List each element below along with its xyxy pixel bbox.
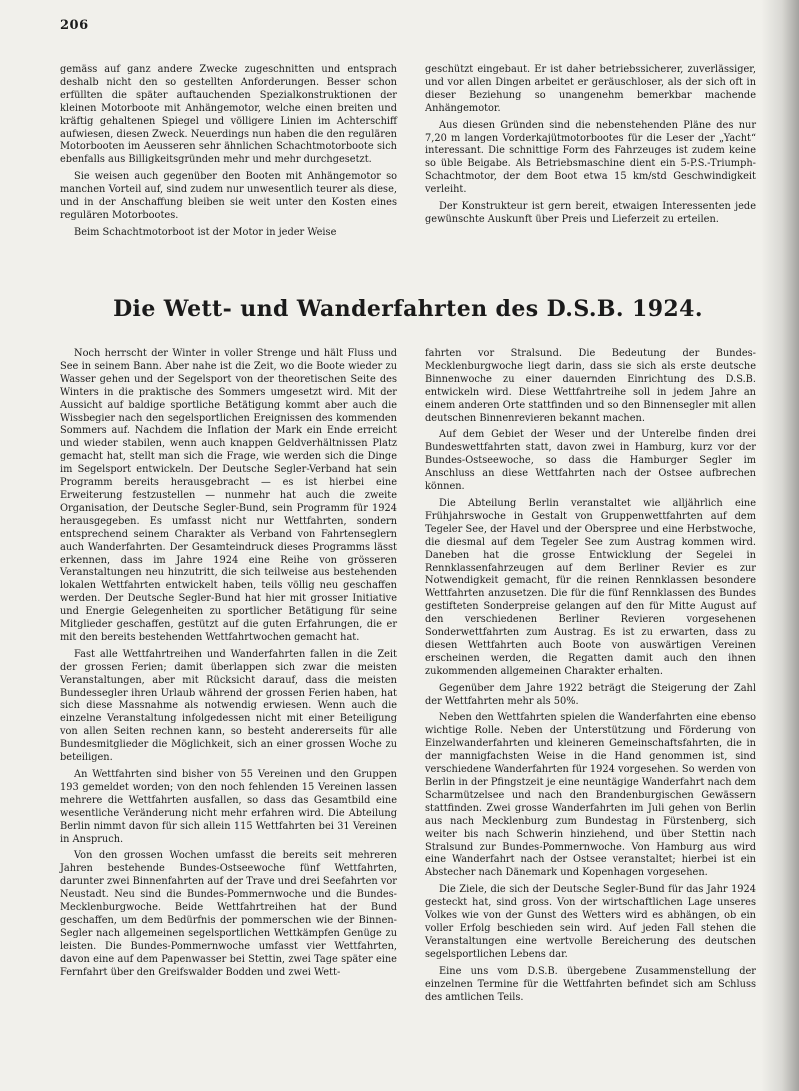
article-left-column (60, 348, 397, 980)
paragraph: fahrten vor Stralsund. Die Bedeutung der Bundes-Mecklenburgwoche liegt darin, dass sie sich als erste deutsche Binnenwoche zu einer dauernden Einrichtung des D.S.B. entwickeln wird. Diese Wettfahrtreihe soll in jedem Jahre an einem anderen Orte stattfinden und so den Binnensegler mit allen deutschen Binnenrevieren bekannt machen. (425, 348, 756, 424)
paragraph: Gegenüber dem Jahre 1922 beträgt die Steigerung der Zahl der Wettfahrten mehr als 50%. (425, 682, 756, 707)
paragraph: Der Konstrukteur ist gern bereit, etwaigen Interessenten jede gewünschte Auskunft über Preis und Lieferzeit zu erteilen. (425, 201, 756, 225)
paragraph: Von den grossen Wochen umfasst die bereits seit mehreren Jahren bestehende Bundes-Ostseewoche fünf Wettfahrten, darunter zwei Binnenfahrten auf der Trave und drei Seefahrten vor Neustadt. Neu sind die Bundes-Pommernwoche und die Bundes-Mecklenburgwoche. Beide Wettfahrtreihen hat der Bund geschaffen, um dem Bedürfnis der pommerschen wie der Binnen-Segler nach allgemeinen segelsportlichen Wettkämpfen Genüge zu leisten. Die Bundes-Pommernwoche umfasst vier Wettfahrten, davon eine auf dem Papenwasser bei Stettin, zwei Tage später eine Fernfahrt über den Greifswalder Bodden und zwei Wett- (60, 850, 397, 978)
article-continuation-right-column (425, 64, 756, 227)
page-edge-shadow (761, 0, 799, 1091)
article-headline: Die Wett- und Wanderfahrten des D.S.B. 1924. (113, 296, 703, 322)
paragraph: Auf dem Gebiet der Weser und der Unterelbe finden drei Bundeswettfahrten statt, davon zwei in Hamburg, kurz vor der Bundes-Ostseewoche, so dass die Hamburger Segler im Anschluss an diese Wettfahrten nach der Ostsee aufbrechen können. (425, 429, 756, 493)
paragraph: Neben den Wettfahrten spielen die Wanderfahrten eine ebenso wichtige Rolle. Neben der Unterstützung und Förderung von Einzelwanderfahrten und kleineren Gemeinschaftsfahrten, die in der mannigfachsten Weise in die Hand genommen ist, sind verschiedene Wanderfahrten für 1924 vorgesehen. So werden von Berlin in der Pfingstzeit je eine neuntägige Wanderfahrt nach dem Scharmützelsee und nach den Brandenburgischen Gewässern stattfinden. Zwei grosse Wanderfahrten im Juli gehen von Berlin aus nach Mecklenburg zum Bundestag in Fürstenberg, sich weiter bis nach Schwerin hinziehend, und über Stettin nach Stralsund zur Bundes-Pommernwoche. Von Hamburg aus wird eine Wanderfahrt nach der Ostsee veranstaltet; hierbei ist ein Abstecher nach Dänemark und Kopenhagen vorgesehen. (425, 712, 756, 879)
paragraph: Die Abteilung Berlin veranstaltet wie alljährlich eine Frühjahrswoche in Gestalt von Gruppenwettfahrten auf dem Tegeler See, der Havel und der Oberspree und eine Herbstwoche, die diesmal auf dem Tegeler See zum Austrag kommen wird. Daneben hat die grosse Entwicklung der Segelei in Rennklassenfahrzeugen auf dem Berliner Revier es zur Notwendigkeit gemacht, für die reinen Rennklassen besondere Wettfahrten anzusetzen. Die für die fünf Rennklassen des Bundes gestifteten Sonderpreise gelangen auf den für Mitte August auf den verschiedenen Berliner Revieren vorgesehenen Sonderwettfahrten zum Austrag. Es ist zu erwarten, dass zu diesen Wettfahrten auch Boote von auswärtigen Vereinen erscheinen werden, die Regatten damit auch den ihnen zukommenden allgemeinen Charakter erhalten. (425, 497, 756, 677)
paragraph: Aus diesen Gründen sind die nebenstehenden Pläne des nur 7,20 m langen Vorderkajütmotorbootes für die Leser der „Yacht“ interessant. Die schnittige Form des Fahrzeuges ist zudem keine so üble Beigabe. Als Betriebsmaschine dient ein 5-P.S.-Triumph-Schachtmotor, der dem Boot etwa 15 km/std Geschwindigkeit verleiht. (425, 119, 756, 196)
paragraph: Die Ziele, die sich der Deutsche Segler-Bund für das Jahr 1924 gesteckt hat, sind gross. Von der wirtschaftlichen Lage unseres Volkes wie von der Gunst des Wetters wird es abhängen, ob ein voller Erfolg beschieden sein wird. Auf jeden Fall stehen die Veranstaltungen eine wertvolle Bereicherung des deutschen segelsportlichen Lebens dar. (425, 884, 756, 960)
paragraph: gemäss auf ganz andere Zwecke zugeschnitten und entsprach deshalb nicht den so gestellten Anforderungen. Besser schon erfüllten die später auftauchenden Spezialkonstruktionen der kleinen Motorboote mit Anhängemotor, welche einen breiten und kräftig gehaltenen Spiegel und völligere Linien im Achterschiff aufwiesen, diesen Zweck. Neuerdings nun haben die den regulären Motorbooten im Aeusseren sehr ähnlichen Schachtmotorboote sich ebenfalls aus Billigkeitsgründen mehr und mehr durchgesetzt. (60, 64, 397, 166)
paragraph: An Wettfahrten sind bisher von 55 Vereinen und den Gruppen 193 gemeldet worden; von den noch fehlenden 15 Vereinen lassen mehrere die Wettfahrten ausfallen, so dass das Gesamtbild eine wesentliche Veränderung nicht mehr erfahren wird. Die Abteilung Berlin nimmt davon für sich allein 115 Wettfahrten bei 31 Vereinen in Anspruch. (60, 769, 397, 845)
paragraph: Beim Schachtmotorboot ist der Motor in jeder Weise (74, 226, 337, 238)
paragraph: geschützt eingebaut. Er ist daher betriebssicherer, zuverlässiger, und vor allen Dingen arbeitet er geräuschloser, als der sich oft in dieser Beziehung so unangenehm bemerkbar machende Anhängemotor. (425, 64, 756, 114)
article-continuation-left-column (60, 64, 397, 240)
paragraph: Eine uns vom D.S.B. übergebene Zusammenstellung der einzelnen Termine für die Wettfahrten befindet sich am Schluss des amtlichen Teils. (425, 965, 756, 1003)
page-number: 206 (60, 18, 89, 33)
paragraph: Noch herrscht der Winter in voller Strenge und hält Fluss und See in seinem Bann. Aber nahe ist die Zeit, wo die Boote wieder zu Wasser gehen und der Segelsport von der theoretischen Seite des Winters in die praktische des Sommers umgesetzt wird. Mit der Aussicht auf baldige sportliche Betätigung kommt aber auch die Wissbegier nach den segelsportlichen Ereignissen des kommenden Sommers auf. Nachdem die Inflation der Mark ein Ende erreicht und wieder stabilen, wenn auch knappen Geldverhältnissen Platz gemacht hat, stellt man sich die Frage, wie werden sich die Dinge im Segelsport entwickeln. Der Deutsche Segler-Verband hat sein Programm bereits herausgebracht — es ist hierbei eine Erweiterung festzustellen — nunmehr hat auch die zweite Organisation, der Deutsche Segler-Bund, sein Programm für 1924 herausgegeben. Es umfasst nicht nur Wettfahrten, sondern entsprechend seinem Charakter als Verband von Fahrtenseglern auch Wanderfahrten. Der Gesamteindruck dieses Programms lässt erkennen, dass im Jahre 1924 eine Reihe von grösseren Veranstaltungen neu hinzutritt, die sich teilweise aus bestehenden lokalen Wettfahrten entwickelt haben, teils völlig neu geschaffen werden. Der Deutsche Segler-Bund hat hier mit grosser Initiative und Energie Gelegenheiten zu sportlicher Betätigung für seine Mitglieder geschaffen, gestützt auf die guten Erfahrungen, die er mit den bereits bestehenden Wettfahrtwochen gemacht hat. (60, 348, 397, 643)
article-right-column (425, 348, 756, 1004)
paragraph: Sie weisen auch gegenüber den Booten mit Anhängemotor so manchen Vorteil auf, sind zudem nur unwesentlich teurer als diese, und in der Anschaffung bleiben sie weit unter den Kosten eines regulären Motorbootes. (60, 171, 397, 221)
paragraph: Fast alle Wettfahrtreihen und Wanderfahrten fallen in die Zeit der grossen Ferien; damit überlappen sich zwar die meisten Veranstaltungen, aber mit Rücksicht darauf, dass die meisten Bundessegler ihren Urlaub während der grossen Ferien haben, hat sich diese Massnahme als notwendig erwiesen. Wenn auch die einzelne Veranstaltung infolgedessen nicht mit einer Beteiligung von allen Seiten rechnen kann, so besteht andererseits für alle Bundesmitglieder die Möglichkeit, sich an einer grossen Woche zu beteiligen. (60, 648, 397, 764)
